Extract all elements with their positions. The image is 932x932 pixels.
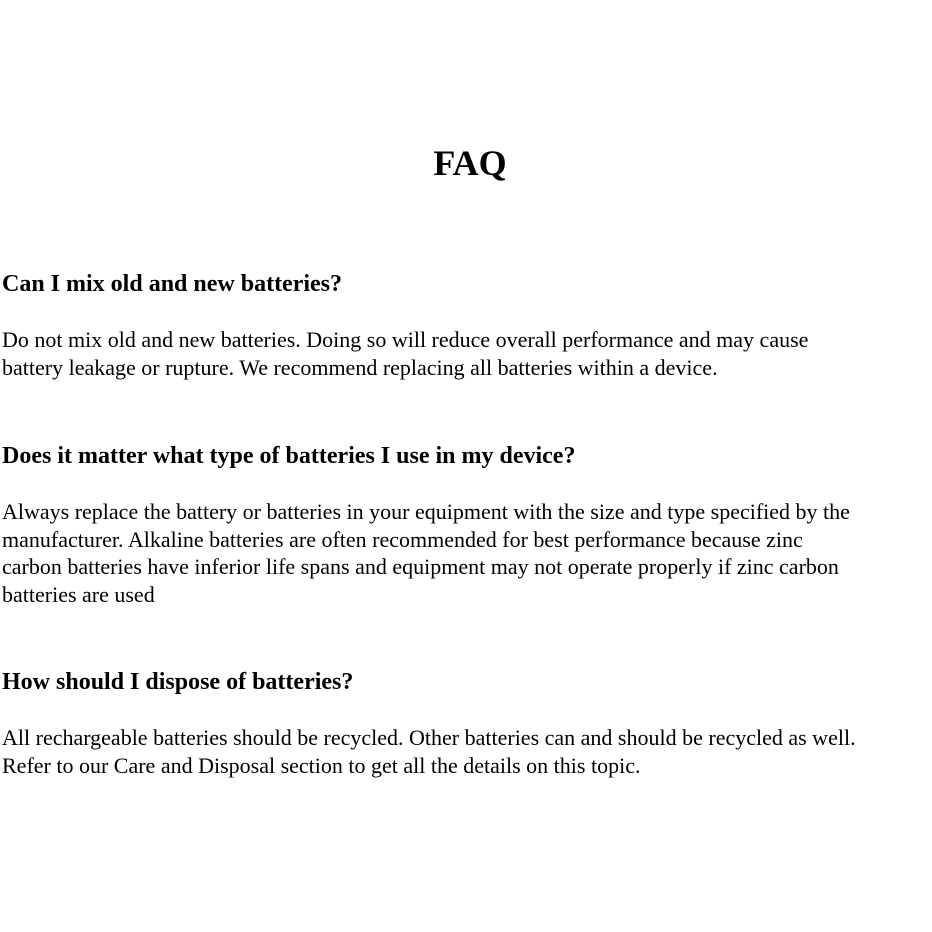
faq-question: Does it matter what type of batteries I use in my device?	[2, 443, 576, 469]
faq-item-disposal	[2, 666, 932, 779]
faq-answer-line: Always replace the battery or batteries in your equipment with the size and type specified by the	[2, 499, 850, 524]
faq-answer-line: All rechargeable batteries should be recycled. Other batteries can and should be recycled as well.	[2, 725, 856, 750]
faq-answer-line: batteries are used	[2, 581, 155, 607]
faq-answer	[2, 498, 932, 608]
faq-question: How should I dispose of batteries?	[2, 669, 354, 695]
faq-item-mix-batteries	[2, 268, 932, 381]
page-title: FAQ	[433, 143, 507, 183]
faq-answer-line: manufacturer. Alkaline batteries are often recommended for best performance because zinc	[2, 526, 803, 552]
faq-answer-line: Do not mix old and new batteries. Doing so will reduce overall performance and may cause	[2, 327, 809, 352]
faq-answer	[2, 724, 932, 779]
faq-answer-line: battery leakage or rupture. We recommend replacing all batteries within a device.	[2, 354, 718, 380]
faq-answer-line: carbon batteries have inferior life spans and equipment may not operate properly if zinc carbon	[2, 554, 839, 579]
faq-answer-line: Refer to our Care and Disposal section to get all the details on this topic.	[2, 752, 641, 778]
faq-item-battery-type	[2, 440, 932, 608]
faq-answer	[2, 326, 932, 381]
faq-question: Can I mix old and new batteries?	[2, 271, 343, 297]
